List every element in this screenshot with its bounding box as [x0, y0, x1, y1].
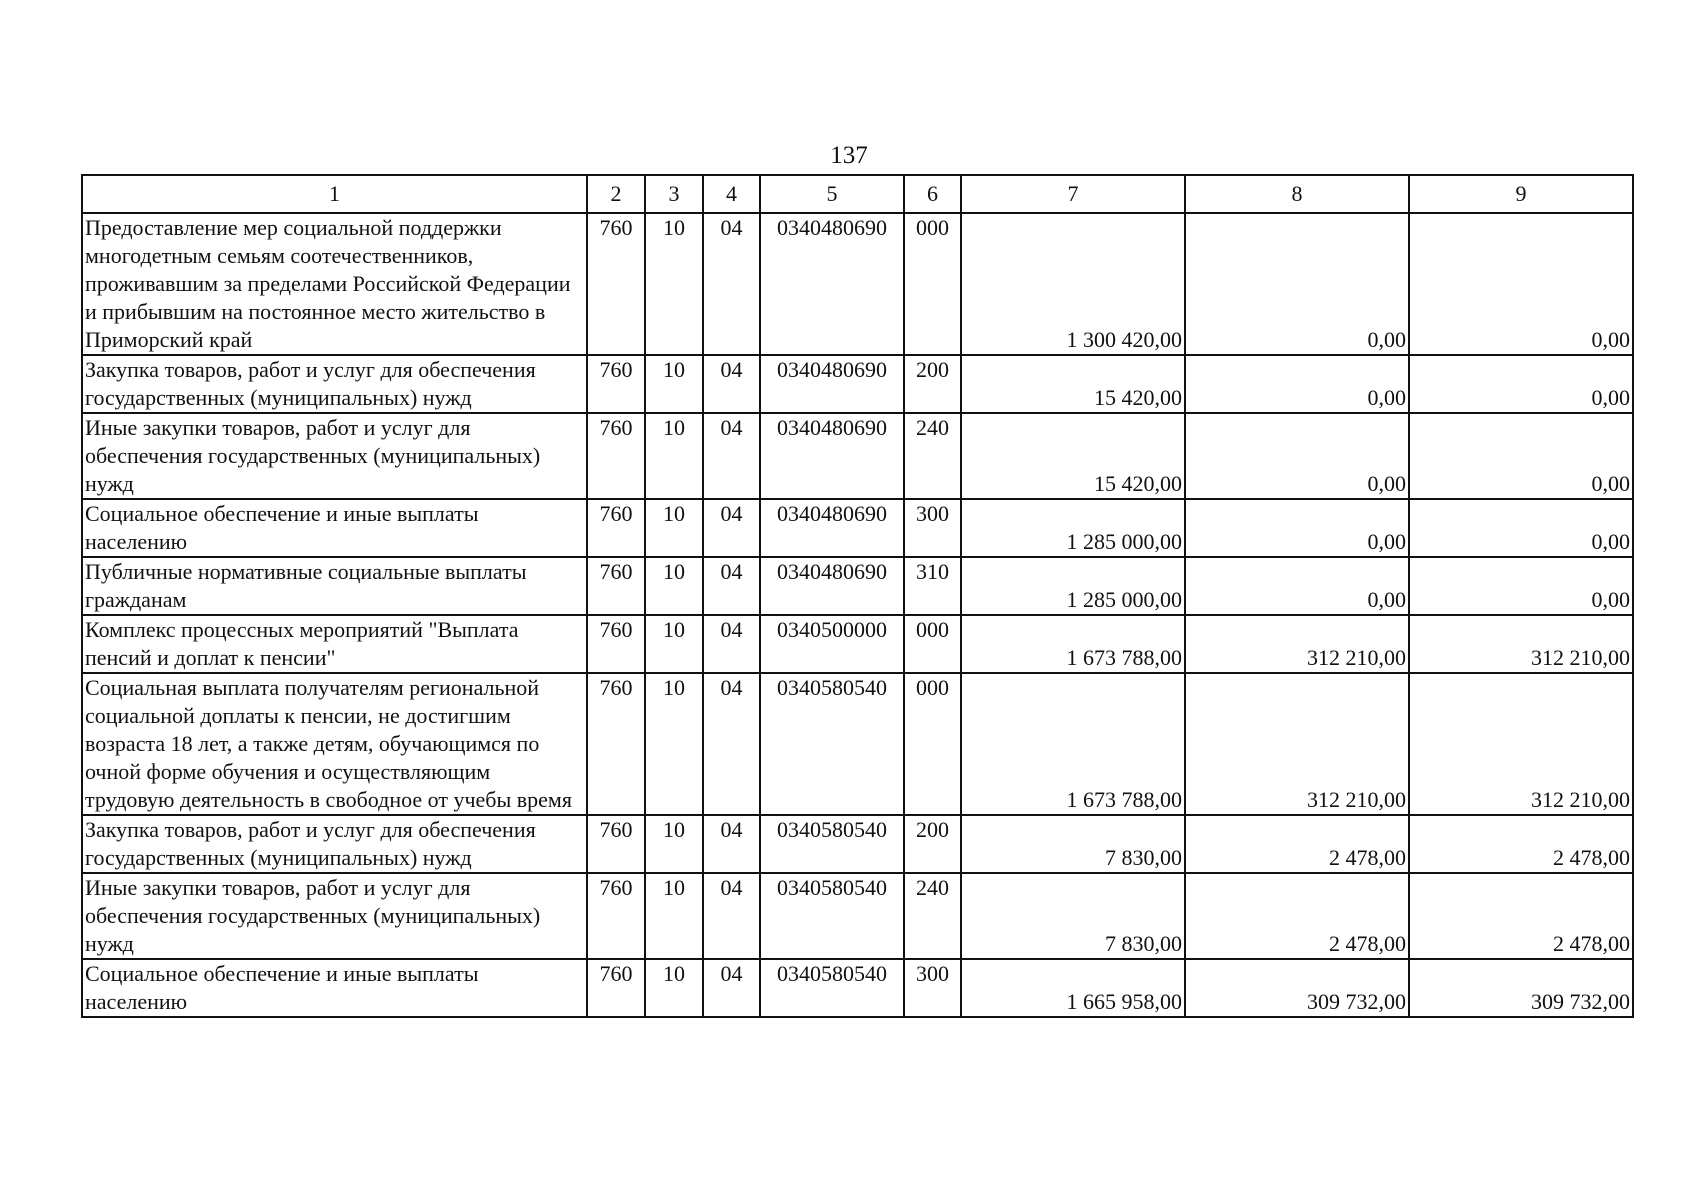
- row-amount-cell: 0,00: [1409, 213, 1633, 355]
- row-code-cell: 04: [703, 413, 760, 499]
- row-code-cell: 04: [703, 815, 760, 873]
- column-header: 3: [645, 175, 703, 213]
- row-amount-cell: 309 732,00: [1185, 959, 1409, 1017]
- column-header: 1: [82, 175, 587, 213]
- row-code-cell: 0340500000: [760, 615, 904, 673]
- row-amount-cell: 0,00: [1185, 499, 1409, 557]
- row-name-cell: Закупка товаров, работ и услуг для обеспечения государственных (муниципальных) нужд: [82, 815, 587, 873]
- table-row: [82, 815, 1633, 873]
- column-header: 8: [1185, 175, 1409, 213]
- table-row: [82, 615, 1633, 673]
- row-code-cell: 04: [703, 615, 760, 673]
- table-row: [82, 499, 1633, 557]
- row-name-cell: Социальная выплата получателям региональной социальной доплаты к пенсии, не достигшим возраста 18 лет, а также детям, обучающимся по очной форме обучения и осуществляющим трудовую деятельность в свободное от учебы время: [82, 673, 587, 815]
- row-amount-cell: 7 830,00: [961, 815, 1185, 873]
- row-code-cell: 300: [904, 959, 961, 1017]
- row-amount-cell: 312 210,00: [1185, 673, 1409, 815]
- row-amount-cell: 1 300 420,00: [961, 213, 1185, 355]
- table-row: [82, 355, 1633, 413]
- row-amount-cell: 0,00: [1409, 355, 1633, 413]
- row-code-cell: 760: [587, 615, 645, 673]
- table-row: [82, 673, 1633, 815]
- column-header: 2: [587, 175, 645, 213]
- row-amount-cell: 2 478,00: [1409, 873, 1633, 959]
- column-header: 9: [1409, 175, 1633, 213]
- table-row: [82, 557, 1633, 615]
- row-amount-cell: 1 673 788,00: [961, 615, 1185, 673]
- column-header: 6: [904, 175, 961, 213]
- row-code-cell: 240: [904, 873, 961, 959]
- row-code-cell: 200: [904, 815, 961, 873]
- row-code-cell: 04: [703, 499, 760, 557]
- row-amount-cell: 309 732,00: [1409, 959, 1633, 1017]
- row-code-cell: 310: [904, 557, 961, 615]
- row-amount-cell: 1 673 788,00: [961, 673, 1185, 815]
- row-code-cell: 10: [645, 815, 703, 873]
- row-amount-cell: 2 478,00: [1185, 815, 1409, 873]
- column-header: 5: [760, 175, 904, 213]
- table-row: [82, 213, 1633, 355]
- row-code-cell: 10: [645, 959, 703, 1017]
- table-row: [82, 959, 1633, 1017]
- row-amount-cell: 0,00: [1409, 557, 1633, 615]
- row-code-cell: 0340480690: [760, 499, 904, 557]
- row-code-cell: 0340580540: [760, 873, 904, 959]
- row-code-cell: 000: [904, 213, 961, 355]
- row-name-cell: Социальное обеспечение и иные выплаты населению: [82, 499, 587, 557]
- row-code-cell: 10: [645, 615, 703, 673]
- row-code-cell: 760: [587, 815, 645, 873]
- table-body: [82, 175, 1633, 1017]
- row-code-cell: 760: [587, 499, 645, 557]
- row-amount-cell: 15 420,00: [961, 355, 1185, 413]
- row-code-cell: 760: [587, 213, 645, 355]
- row-code-cell: 760: [587, 355, 645, 413]
- row-code-cell: 10: [645, 873, 703, 959]
- row-name-cell: Иные закупки товаров, работ и услуг для обеспечения государственных (муниципальных) нужд: [82, 413, 587, 499]
- row-code-cell: 000: [904, 615, 961, 673]
- row-amount-cell: 2 478,00: [1409, 815, 1633, 873]
- table-header-row: [82, 175, 1633, 213]
- row-code-cell: 240: [904, 413, 961, 499]
- row-code-cell: 04: [703, 873, 760, 959]
- row-code-cell: 0340480690: [760, 557, 904, 615]
- row-code-cell: 10: [645, 557, 703, 615]
- row-amount-cell: 2 478,00: [1185, 873, 1409, 959]
- row-code-cell: 04: [703, 557, 760, 615]
- row-amount-cell: 0,00: [1409, 413, 1633, 499]
- row-code-cell: 04: [703, 355, 760, 413]
- row-amount-cell: 312 210,00: [1185, 615, 1409, 673]
- row-code-cell: 10: [645, 213, 703, 355]
- column-header: 4: [703, 175, 760, 213]
- row-code-cell: 0340580540: [760, 815, 904, 873]
- page-number: 137: [830, 142, 868, 169]
- row-amount-cell: 1 285 000,00: [961, 499, 1185, 557]
- row-amount-cell: 1 285 000,00: [961, 557, 1185, 615]
- row-name-cell: Закупка товаров, работ и услуг для обеспечения государственных (муниципальных) нужд: [82, 355, 587, 413]
- row-code-cell: 000: [904, 673, 961, 815]
- row-amount-cell: 0,00: [1185, 355, 1409, 413]
- table-row: [82, 413, 1633, 499]
- row-code-cell: 0340580540: [760, 959, 904, 1017]
- row-amount-cell: 0,00: [1185, 213, 1409, 355]
- row-code-cell: 0340480690: [760, 355, 904, 413]
- row-amount-cell: 7 830,00: [961, 873, 1185, 959]
- row-code-cell: 760: [587, 557, 645, 615]
- row-amount-cell: 1 665 958,00: [961, 959, 1185, 1017]
- row-amount-cell: 312 210,00: [1409, 615, 1633, 673]
- row-name-cell: Публичные нормативные социальные выплаты гражданам: [82, 557, 587, 615]
- budget-table: [81, 174, 1634, 1018]
- row-code-cell: 760: [587, 413, 645, 499]
- row-code-cell: 04: [703, 213, 760, 355]
- table-row: [82, 873, 1633, 959]
- row-code-cell: 04: [703, 959, 760, 1017]
- row-amount-cell: 0,00: [1185, 413, 1409, 499]
- row-code-cell: 10: [645, 673, 703, 815]
- row-code-cell: 04: [703, 673, 760, 815]
- row-name-cell: Социальное обеспечение и иные выплаты населению: [82, 959, 587, 1017]
- row-name-cell: Иные закупки товаров, работ и услуг для обеспечения государственных (муниципальных) нужд: [82, 873, 587, 959]
- row-code-cell: 760: [587, 959, 645, 1017]
- row-code-cell: 200: [904, 355, 961, 413]
- row-amount-cell: 0,00: [1409, 499, 1633, 557]
- row-amount-cell: 0,00: [1185, 557, 1409, 615]
- row-code-cell: 0340580540: [760, 673, 904, 815]
- row-code-cell: 10: [645, 355, 703, 413]
- row-name-cell: Комплекс процессных мероприятий "Выплата пенсий и доплат к пенсии": [82, 615, 587, 673]
- row-code-cell: 300: [904, 499, 961, 557]
- row-name-cell: Предоставление мер социальной поддержки многодетным семьям соотечественников, проживавшим за пределами Российской Федерации и прибывшим на постоянное место жительство в Приморский край: [82, 213, 587, 355]
- row-code-cell: 760: [587, 873, 645, 959]
- row-amount-cell: 15 420,00: [961, 413, 1185, 499]
- column-header: 7: [961, 175, 1185, 213]
- row-code-cell: 0340480690: [760, 413, 904, 499]
- row-code-cell: 760: [587, 673, 645, 815]
- row-code-cell: 0340480690: [760, 213, 904, 355]
- row-code-cell: 10: [645, 413, 703, 499]
- row-code-cell: 10: [645, 499, 703, 557]
- row-amount-cell: 312 210,00: [1409, 673, 1633, 815]
